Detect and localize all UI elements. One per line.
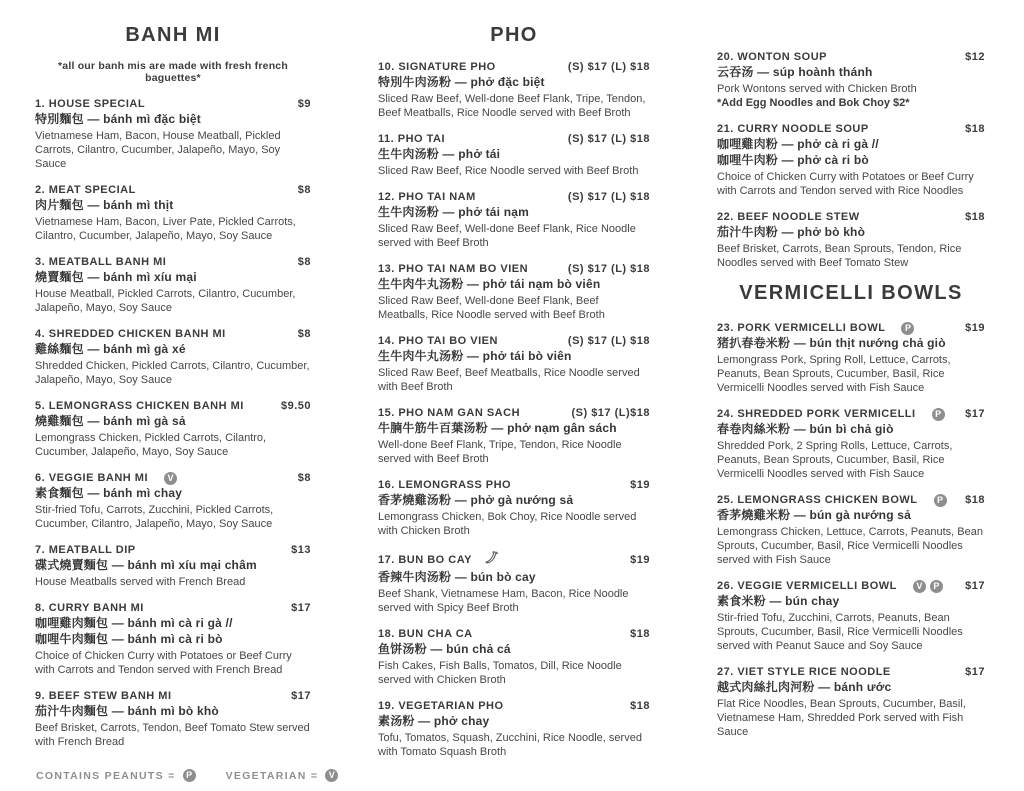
- menu-item-subtitle: 燒賣麵包 — bánh mì xíu mại: [35, 270, 197, 284]
- menu-item-subtitle: 春卷肉絲米粉 — bún bì chả giò: [717, 422, 894, 436]
- menu-item-header: [378, 406, 650, 420]
- menu-item-header: [717, 665, 985, 679]
- menu-item-description: Stir-fried Tofu, Carrots, Zucchini, Pickled Carrots, Cucumber, Cilantro, Jalapeño, Mayo, Soy Sauce: [35, 504, 274, 530]
- legend-peanuts-label: CONTAINS PEANUTS =: [36, 769, 176, 782]
- menu-item-price: $13: [291, 544, 311, 556]
- menu-item: [378, 190, 650, 250]
- menu-item: [717, 493, 985, 567]
- menu-item: [717, 122, 985, 198]
- section-title: BANH MI: [125, 24, 221, 46]
- menu-item-name: 27. VIET STYLE RICE NOODLE: [717, 666, 891, 678]
- menu-item-description: Vietnamese Ham, Bacon, House Meatball, Pickled Carrots, Cilantro, Cucumber, Jalapeño, Mayo, Soy Sauce: [35, 130, 281, 170]
- menu-item-subtitle: 生牛肉牛丸汤粉 — phở tái nạm bò viên: [378, 277, 601, 291]
- menu-item-price: (S) $17 (L) $18: [567, 61, 650, 73]
- menu-item-header: [378, 262, 650, 276]
- menu-item: [378, 550, 650, 615]
- menu-item-subtitle: 肉片麵包 — bánh mì thịt: [35, 198, 174, 212]
- menu-item: [717, 579, 985, 653]
- menu-item-description: Sliced Raw Beef, Beef Meatballs, Rice Noodle served with Beef Broth: [378, 367, 640, 393]
- menu-item-name: 1. HOUSE SPECIAL: [35, 98, 146, 110]
- menu-item: [717, 50, 985, 110]
- section-title: PHO: [490, 24, 538, 46]
- menu-item-subtitle: 生牛肉汤粉 — phở tái nạm: [378, 205, 530, 219]
- menu-item-subtitle: 素食麵包 — bánh mì chay: [35, 486, 183, 500]
- menu-item-header: [717, 579, 985, 593]
- menu-item-subtitle: 香茅燒雞汤粉 — phở gà nướng sả: [378, 493, 574, 507]
- menu-item-name: 7. MEATBALL DIP: [35, 544, 136, 556]
- menu-item: [378, 60, 650, 120]
- menu-item-price: $18: [630, 628, 650, 640]
- menu-item-description: Sliced Raw Beef, Rice Noodle served with Beef Broth: [378, 165, 639, 177]
- menu-item-header: [35, 601, 311, 615]
- menu-item: [717, 321, 985, 395]
- menu-item: [35, 471, 311, 531]
- menu-item-description: Stir-fried Tofu, Zucchini, Carrots, Peanuts, Bean Sprouts, Cucumber, Basil, Rice Vermicelli Noodles served with Peanut Sauce and Soy Sauce: [717, 612, 963, 652]
- menu-item-price: $17: [965, 408, 985, 420]
- menu-item-name: 18. BUN CHA CA: [378, 628, 473, 640]
- menu-item-description: Flat Rice Noodles, Bean Sprouts, Cucumber, Basil, Vietnamese Ham, Shredded Pork served with Fish Sauce: [717, 698, 966, 738]
- menu-item-subtitle: 越式肉絲扎肉河粉 — bánh ước: [717, 680, 892, 694]
- menu-item: [378, 478, 650, 538]
- menu-item-header: [378, 132, 650, 146]
- menu-item-price: $18: [630, 700, 650, 712]
- menu-item-price: $17: [965, 666, 985, 678]
- menu-item: [378, 627, 650, 687]
- legend-vegetarian: [226, 769, 339, 782]
- menu-item-name: 8. CURRY BANH MI: [35, 602, 144, 614]
- menu-item: [378, 262, 650, 322]
- menu-item-description: Beef Brisket, Carrots, Tendon, Beef Tomato Stew served with French Bread: [35, 722, 310, 748]
- section-title: VERMICELLI BOWLS: [739, 282, 963, 304]
- menu-item: [35, 543, 311, 589]
- menu-item-header: [35, 543, 311, 557]
- menu-item: [35, 689, 311, 749]
- menu-item-header: [35, 255, 311, 269]
- menu-item-name: 25. LEMONGRASS CHICKEN BOWL: [717, 494, 918, 506]
- menu-item-header: [717, 407, 985, 421]
- menu-item-name: 19. VEGETARIAN PHO: [378, 700, 504, 712]
- menu-item: [717, 665, 985, 739]
- menu-item-name: 22. BEEF NOODLE STEW: [717, 211, 860, 223]
- menu-item-name: 23. PORK VERMICELLI BOWL: [717, 322, 886, 334]
- legend-vegetarian-label: VEGETARIAN =: [225, 769, 319, 782]
- menu-item: [717, 407, 985, 481]
- menu-item-description: Beef Brisket, Carrots, Bean Sprouts, Tendon, Rice Noodles served with Beef Tomato Stew: [717, 243, 962, 269]
- menu-item-price: $8: [297, 184, 311, 196]
- menu-item: [378, 132, 650, 178]
- menu-item-name: 24. SHREDDED PORK VERMICELLI: [717, 408, 916, 420]
- menu-item-description: Lemongrass Chicken, Pickled Carrots, Cilantro, Cucumber, Jalapeño, Mayo, Soy Sauce: [35, 432, 267, 458]
- menu-item-subtitle: 茄汁牛肉粉 — phở bò khò: [717, 225, 866, 239]
- menu-item-subtitle: 牛腩牛筋牛百葉汤粉 — phở nạm gân sách: [378, 421, 617, 435]
- menu-item-description: Tofu, Tomatos, Squash, Zucchini, Rice Noodle, served with Tomato Squash Broth: [378, 732, 642, 758]
- menu-item-subtitle: 燒雞麵包 — bánh mì gà sả: [35, 414, 186, 428]
- menu-item-description: Choice of Chicken Curry with Potatoes or Beef Curry with Carrots and Tendon served with Rice Noodles: [717, 171, 974, 197]
- menu-item-subtitle: 素汤粉 — phở chay: [378, 714, 490, 728]
- menu-item-description: Well-done Beef Flank, Tripe, Tendon, Rice Noodle served with Beef Broth: [378, 439, 622, 465]
- menu-item-subtitle: 素食米粉 — bún chay: [717, 594, 840, 608]
- menu-item-subtitle: 香辣牛肉汤粉 — bún bò cay: [378, 570, 536, 584]
- legend-peanuts: [36, 769, 196, 782]
- menu-item-name: 3. MEATBALL BANH MI: [35, 256, 167, 268]
- menu-item-header: [717, 210, 985, 224]
- menu-item-name: 14. PHO TAI BO VIEN: [378, 335, 498, 347]
- menu-item-description: Beef Shank, Vietnamese Ham, Bacon, Rice Noodle served with Spicy Beef Broth: [378, 588, 629, 614]
- menu-column: [378, 24, 650, 771]
- menu-item-subtitle: 特別牛肉汤粉 — phở đặc biệt: [378, 75, 545, 89]
- menu-item: [378, 406, 650, 466]
- menu-item-name: 13. PHO TAI NAM BO VIEN: [378, 263, 529, 275]
- menu-item-header: [378, 627, 650, 641]
- menu-item-subtitle: 咖哩雞肉粉 — phở cà ri gà //: [717, 137, 879, 151]
- menu-item-name: 12. PHO TAI NAM: [378, 191, 476, 203]
- menu-item-note: *Add Egg Noodles and Bok Choy $2*: [717, 97, 910, 109]
- menu-item-subtitle: 生牛肉牛丸汤粉 — phở tái bò viên: [378, 349, 572, 363]
- menu-item-name: 26. VEGGIE VERMICELLI BOWL: [717, 580, 897, 592]
- menu-item-subtitle: 生牛肉汤粉 — phở tái: [378, 147, 501, 161]
- menu-item-header: [35, 471, 311, 485]
- peanut-badge-icon: P: [932, 408, 945, 421]
- menu-item: [35, 97, 311, 171]
- legend: [36, 769, 338, 782]
- menu-item-subtitle: 特別麵包 — bánh mì đặc biệt: [35, 112, 201, 126]
- menu-item: [35, 399, 311, 459]
- menu-item-price: $17: [291, 690, 311, 702]
- menu-item-price: $17: [965, 580, 985, 592]
- peanut-badge-icon: P: [930, 580, 943, 593]
- menu-item-subtitle: 咖哩雞肉麵包 — bánh mì cà ri gà //: [35, 616, 233, 630]
- menu-item-subtitle: 猪扒春卷米粉 — bún thịt nướng chả giò: [717, 336, 946, 350]
- vegetarian-badge-icon: V: [325, 769, 338, 782]
- menu-item-name: 21. CURRY NOODLE SOUP: [717, 123, 869, 135]
- menu-item-price: $19: [630, 479, 650, 491]
- vegetarian-badge-icon: V: [913, 580, 926, 593]
- menu-item-price: $19: [630, 553, 650, 566]
- menu-item-header: [35, 183, 311, 197]
- menu-item: [35, 255, 311, 315]
- menu-item: [378, 699, 650, 759]
- menu-item-subtitle: 碟式燒賣麵包 — bánh mì xíu mại châm: [35, 558, 257, 572]
- menu-item-header: [378, 60, 650, 74]
- menu-item-description: Sliced Raw Beef, Well-done Beef Flank, Rice Noodle served with Beef Broth: [378, 223, 636, 249]
- menu-item-price: $8: [297, 256, 311, 268]
- menu-item-header: [35, 399, 311, 413]
- menu-item-name: 5. LEMONGRASS CHICKEN BANH MI: [35, 400, 244, 412]
- menu-item-header: [717, 493, 985, 507]
- section-note: *all our banh mis are made with fresh french baguettes*: [58, 60, 288, 84]
- menu-item-price: (S) $17 (L)$18: [571, 407, 650, 419]
- menu-item-price: (S) $17 (L) $18: [567, 191, 650, 203]
- menu-item-name: 15. PHO NAM GAN SACH: [378, 407, 521, 419]
- menu-item-description: House Meatball, Pickled Carrots, Cilantro, Cucumber, Jalapeño, Mayo, Soy Sauce: [35, 288, 296, 314]
- menu-item-header: [35, 97, 311, 111]
- menu-item-subtitle: 鱼饼汤粉 — bún chả cá: [378, 642, 511, 656]
- menu-item-header: [378, 478, 650, 492]
- menu-item-price: $18: [965, 494, 985, 506]
- menu-item: [35, 183, 311, 243]
- menu-item-price: (S) $17 (L) $18: [567, 133, 650, 145]
- menu-item-price: $12: [965, 51, 985, 63]
- menu-item-description: Choice of Chicken Curry with Potatoes or Beef Curry with Carrots and Tendon served with French Bread: [35, 650, 292, 676]
- menu-item-description: Shredded Pork, 2 Spring Rolls, Lettuce, Carrots, Peanuts, Bean Sprouts, Cucumber, Basil, Rice Vermicelli Noodles served with Fish Sauce: [717, 440, 953, 480]
- menu-item-description: Lemongrass Chicken, Bok Choy, Rice Noodle served with Chicken Broth: [378, 511, 637, 537]
- menu-item-description: Vietnamese Ham, Bacon, Liver Pate, Pickled Carrots, Cilantro, Cucumber, Jalapeño, Mayo, Soy Sauce: [35, 216, 296, 242]
- menu-item-header: [378, 190, 650, 204]
- menu-item-name: 4. SHREDDED CHICKEN BANH MI: [35, 328, 226, 340]
- menu-item-name: 11. PHO TAI: [378, 133, 446, 145]
- menu-column: [717, 50, 985, 751]
- menu-item-description: Sliced Raw Beef, Well-done Beef Flank, Tripe, Tendon, Beef Meatballs, Rice Noodle served with Beef Broth: [378, 93, 646, 119]
- menu-item-price: $8: [297, 328, 311, 340]
- menu-item: [35, 601, 311, 677]
- menu-item-price: $19: [965, 322, 985, 334]
- menu-item-header: [717, 122, 985, 136]
- menu-item-subtitle: 云吞汤 — súp hoành thánh: [717, 65, 873, 79]
- menu-item-description: Lemongrass Chicken, Lettuce, Carrots, Peanuts, Bean Sprouts, Cucumber, Basil, Rice Vermicelli Noodles served with Fish Sauce: [717, 526, 983, 566]
- peanut-badge-icon: P: [934, 494, 947, 507]
- menu-item-name: 20. WONTON SOUP: [717, 51, 827, 63]
- menu-item-description: House Meatballs served with French Bread: [35, 576, 246, 588]
- menu-item-subtitle: 茄汁牛肉麵包 — bánh mì bò khò: [35, 704, 219, 718]
- menu-item-price: (S) $17 (L) $18: [567, 263, 650, 275]
- menu-item-name: 9. BEEF STEW BANH MI: [35, 690, 172, 702]
- menu-item-subtitle: 香茅燒雞米粉 — bún gà nướng sả: [717, 508, 912, 522]
- menu-item-header: [378, 550, 650, 569]
- vegetarian-badge-icon: V: [164, 472, 177, 485]
- menu-item-subtitle: 雞絲麵包 — bánh mì gà xé: [35, 342, 186, 356]
- menu-item-subtitle: 咖哩牛肉麵包 — bánh mì cà ri bò: [35, 632, 223, 646]
- menu-item-price: $9: [297, 98, 311, 110]
- menu-item-description: Sliced Raw Beef, Well-done Beef Flank, Beef Meatballs, Rice Noodle served with Beef Broth: [378, 295, 605, 321]
- menu-item-header: [378, 334, 650, 348]
- menu-item-price: $17: [291, 602, 311, 614]
- menu-item-price: $9.50: [280, 400, 311, 412]
- menu-item-description: Pork Wontons served with Chicken Broth: [717, 83, 917, 95]
- menu-item: [717, 210, 985, 270]
- menu-item-name: 6. VEGGIE BANH MI: [35, 472, 149, 484]
- menu-item-name: 17. BUN BO CAY: [378, 553, 473, 566]
- peanut-badge-icon: P: [901, 322, 914, 335]
- menu-item-price: (S) $17 (L) $18: [567, 335, 650, 347]
- menu-item-description: Shredded Chicken, Pickled Carrots, Cilantro, Cucumber, Jalapeño, Mayo, Soy Sauce: [35, 360, 310, 386]
- peanut-badge-icon: P: [183, 769, 196, 782]
- menu-item-description: Fish Cakes, Fish Balls, Tomatos, Dill, Rice Noodle served with Chicken Broth: [378, 660, 622, 686]
- menu-item-price: $8: [297, 472, 311, 484]
- menu-item-header: [378, 699, 650, 713]
- menu-item-name: 2. MEAT SPECIAL: [35, 184, 136, 196]
- menu-item-subtitle: 咖哩牛肉粉 — phở cà ri bò: [717, 153, 869, 167]
- menu-item-header: [717, 321, 985, 335]
- menu-column: [35, 24, 311, 761]
- menu-item-name: 16. LEMONGRASS PHO: [378, 479, 512, 491]
- menu-item: [378, 334, 650, 394]
- menu-item-name: 10. SIGNATURE PHO: [378, 61, 496, 73]
- menu-item: [35, 327, 311, 387]
- menu-item-header: [35, 689, 311, 703]
- menu-item-price: $18: [965, 123, 985, 135]
- menu-item-price: $18: [965, 211, 985, 223]
- menu-item-description: Lemongrass Pork, Spring Roll, Lettuce, Carrots, Peanuts, Bean Sprouts, Cucumber, Basil, Rice Vermicelli Noodles served with Fish Sauce: [717, 354, 951, 394]
- chili-icon: [484, 550, 499, 569]
- menu-item-header: [717, 50, 985, 64]
- menu-item-header: [35, 327, 311, 341]
